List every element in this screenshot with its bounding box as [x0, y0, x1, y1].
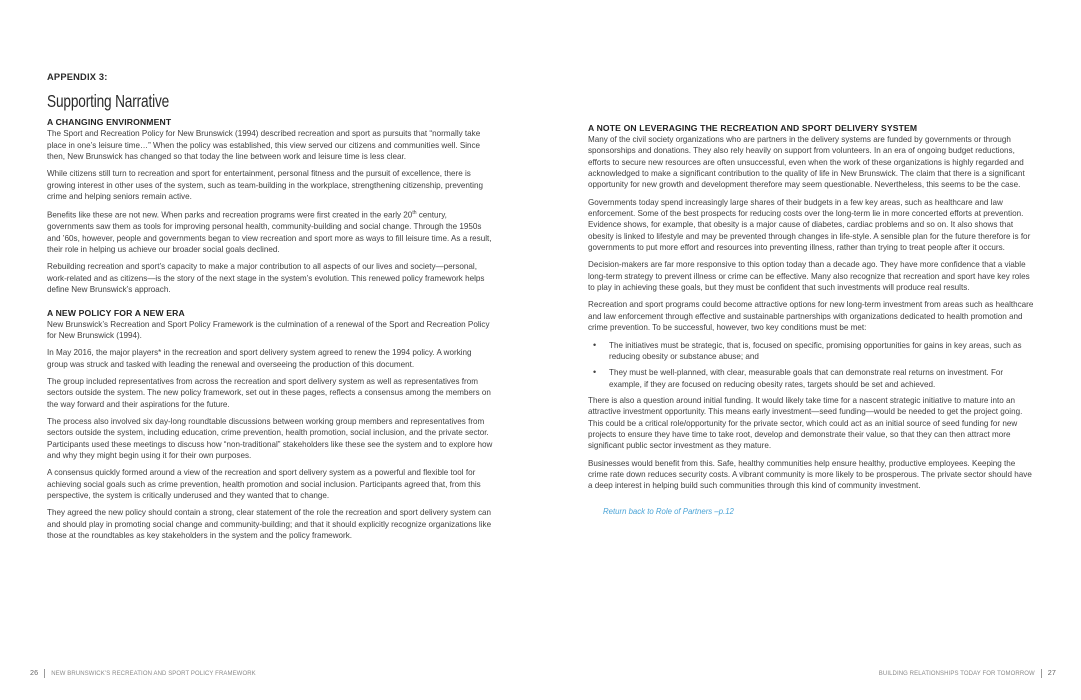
- right-column: [588, 123, 1036, 517]
- page-number: 26: [30, 668, 39, 677]
- paragraph: Rebuilding recreation and sport’s capacity to make a major contribution to all aspects of our lives and society—personal, work-related and as citizens—is the story of the next stage in the system’s evolution. This renewed policy framework helps define New Brunswick’s approach.: [47, 262, 485, 295]
- paragraph: Recreation and sport programs could become attractive options for new long-term investment from areas such as healthcare and law enforcement through effective and sustainable partnerships with organizations dedicated to health promotion and crime prevention. To be successful, however, two key conditions must be met:: [588, 300, 1034, 333]
- section-new-policy: [47, 308, 493, 542]
- right-footer: [879, 668, 1056, 678]
- running-title: BUILDING RELATIONSHIPS TODAY FOR TOMORROW: [878, 671, 1035, 677]
- footer-divider: [1041, 669, 1042, 678]
- bullet-icon: •: [593, 339, 597, 350]
- section-heading: A NOTE ON LEVERAGING THE RECREATION AND SPORT DELIVERY SYSTEM: [588, 123, 918, 133]
- return-to-role-of-partners-link[interactable]: Return back to Role of Partners –p.12: [603, 506, 734, 516]
- paragraph: While citizens still turn to recreation and sport for entertainment, personal fitness and the pursuit of excellence, there is growing interest in other uses of the system, such as team-building in the workplace, strengthening citizenship, preventing crime and helping seniors remain active.: [47, 169, 483, 202]
- paragraph: The Sport and Recreation Policy for New Brunswick (1994) described recreation and sport as pursuits that “normally take place in one’s leisure time…” When the policy was established, this view served our citizens and communities well. Since then, New Brunswick has changed so that today the line between work and leisure time is less clear.: [47, 129, 481, 162]
- footer-divider: [44, 669, 45, 678]
- paragraph: There is also a question around initial funding. It would likely take time for a nascent strategic initiative to mature into an attractive investment opportunity. This means early investment—seed funding—would be needed to get the project going. This could be a critical role/opportunity for the private sector, which could act as an initial source of seed funding for new projects to ensure they have time to take root, develop and demonstrate their value, so that they can then attract more significant public sector investment as they mature.: [588, 395, 1023, 451]
- paragraph: In May 2016, the major players* in the recreation and sport delivery system agreed to renew the 1994 policy. A working group was struck and tasked with leading the renewal and overseeing the production of this document.: [47, 348, 472, 369]
- page-title: Supporting Narrative: [47, 91, 170, 112]
- right-page: [540, 0, 1081, 700]
- left-page: [0, 0, 540, 700]
- paragraph: Governments today spend increasingly large shares of their budgets in a few key areas, such as healthcare and law enforcement. Some of the best prospects for reducing costs over the long-term lie in more concerted efforts at prevention. Evidence shows, for example, that obesity is a major cause of diabetes, cardiac problems and so on. It also shows that obesity is linked to lifestyle and may be prevented through changes in life-style. A sensible plan for the future therefore is for governments to put more effort and resources into preventing illness, rather than trying to treat people after it occurs.: [588, 197, 1031, 253]
- list-item: [588, 340, 1036, 363]
- left-footer: [30, 668, 256, 678]
- list-item: [588, 367, 1036, 390]
- list-item-text: They must be well-planned, with clear, measurable goals that can demonstrate real returns on investment. For example, if they are focused on reducing obesity rates, targets should be set and achieved.: [609, 368, 1004, 389]
- page-number: 27: [1047, 668, 1056, 677]
- paragraph: The group included representatives from across the recreation and sport delivery system as well as representatives from sectors outside the system. The new policy framework, set out in these pages, reflects a consensus among the members on the way forward and their aspirations for the future.: [47, 376, 491, 409]
- left-column: [47, 72, 493, 547]
- conditions-list: [588, 340, 1036, 390]
- paragraph: Decision-makers are far more responsive to this option today than a decade ago. They have more confidence that a viable long-term strategy to prevent illness or crime can be effective. Many also recognize that recreation and sport have key roles to play in achieving these goals, but they must be confident that such investments will produce real results.: [588, 260, 1030, 293]
- section-heading: A CHANGING ENVIRONMENT: [47, 117, 172, 128]
- running-title: NEW BRUNSWICK’S RECREATION AND SPORT POLICY FRAMEWORK: [51, 671, 256, 677]
- section-changing-environment: [47, 117, 493, 295]
- paragraph: They agreed the new policy should contain a strong, clear statement of the role the recreation and sport delivery system can and should play in promoting social change and community-building; and that it should explicitly recognize organizations like those at the roundtables as key stakeholders in the system and the policy framework.: [47, 508, 492, 540]
- paragraph: A consensus quickly formed around a view of the recreation and sport delivery system as a powerful and flexible tool for achieving social goals such as crime prevention, health promotion and social inclusion. Participants agreed that, from this perspective, the system is critically underused and they wanted that to change.: [47, 468, 481, 500]
- paragraph: New Brunswick’s Recreation and Sport Policy Framework is the culmination of a renewal of the Sport and Recreation Policy for New Brunswick (1994).: [47, 319, 490, 340]
- paragraph: Many of the civil society organizations who are partners in the delivery systems are funded by governments or through sponsorships and donations. They also rely heavily on support from volunteers. In an era of ongoing budget reductions, efforts to secure new resources are often unsuccessful, even when the work of these organizations is highly regarded and acknowledged to make a significant contribution to the quality of life in New Brunswick. The claim that there is a significant opportunity for new growth and development therefore may seem questionable. Nevertheless, this seems to be the case.: [588, 135, 1025, 190]
- paragraph: The process also involved six day-long roundtable discussions between working group members and representatives from sectors outside the system, including education, crime prevention, health promotion, social inclusion, and the private sector. Participants used these meetings to discuss how “non-traditional” stakeholders like these see the system and to explore how and why they might begin using it for their own purposes.: [47, 416, 493, 460]
- list-item-text: The initiatives must be strategic, that is, focused on specific, promising opportunities for gains in key areas, such as reducing obesity or substance abuse; and: [609, 340, 1022, 361]
- appendix-label: APPENDIX 3:: [47, 72, 108, 82]
- paragraph: Benefits like these are not new. When parks and recreation programs were first created in the early 20th century, governments saw them as tools for improving personal health, community-building and social change. Through the 1950s and ’60s, however, people and governments began to view recreation and sport more as ways to fill leisure time. As a result, their role in helping us achieve our broader social goals declined.: [47, 210, 492, 255]
- paragraph: Businesses would benefit from this. Safe, healthy communities help ensure healthy, productive employees. Keeping the crime rate down reduces security costs. A vibrant community is more likely to be prosperous. The private sector should have a deep interest in helping build such communities through this kind of community investment.: [588, 458, 1032, 491]
- section-heading: A NEW POLICY FOR A NEW ERA: [47, 307, 185, 318]
- bullet-icon: •: [593, 367, 597, 378]
